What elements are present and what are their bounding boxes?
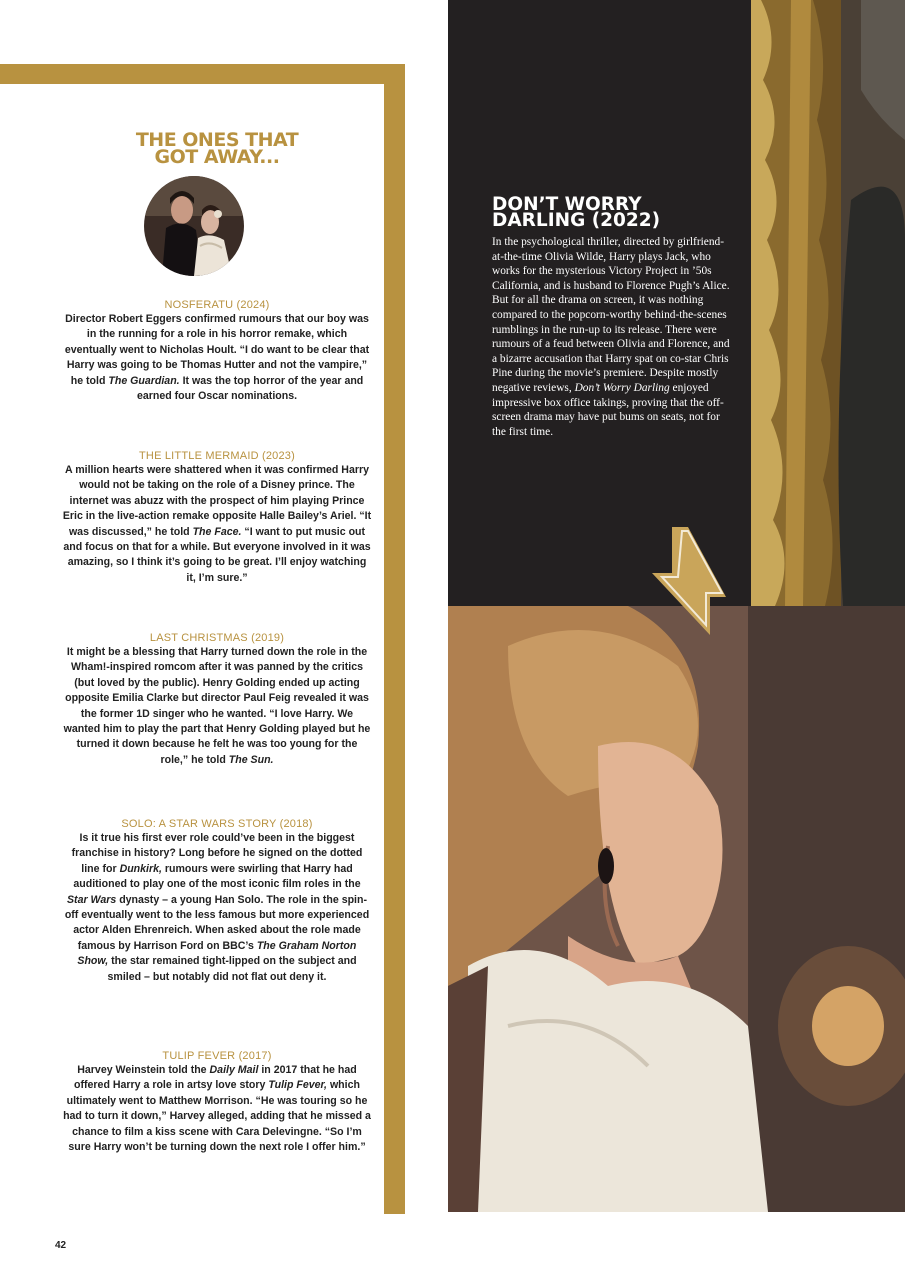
feature-title: [492, 194, 742, 231]
entry-little-mermaid: [62, 450, 372, 586]
feature-title-line1: DON’T WORRY: [492, 194, 642, 215]
entry-body: Director Robert Eggers confirmed rumours that our boy was in the running for a role in his horror remake, which eventually went to Nicholas Hoult. “I do want to be clear that Harry was going to be Thomas Hutter and not the vampire,” he told The Guardian. It was the top horror of the year and earned four Oscar nominations.: [64, 313, 370, 403]
entry-body: Is it true his first ever role could’ve been in the biggest franchise in history? Long before he signed on the dotted line for Dunkirk, rumours were swirling that Harry had auditioned to play one of the most iconic film roles in the Star Wars dynasty – a young Han Solo. The role in the spin-off eventually went to the less famous but more experienced actor Alden Ehrenreich. When asked about the role made famous by Harrison Ford on BBC’s The Graham Norton Show, the star remained tight-lipped on the subject and smiled – but notably did not flat out deny it.: [64, 832, 370, 983]
feature-title-line2: DARLING (2022): [492, 210, 661, 231]
sidebar-title-line2: GOT AWAY...: [154, 146, 280, 168]
entry-heading: SOLO: A STAR WARS STORY (2018): [121, 818, 313, 830]
entry-body: A million hearts were shattered when it was confirmed Harry would not be taking on the role of a Disney prince. The internet was abuzz with the prospect of him playing Prince Eric in the live-action remake opposite Halle Bailey’s Ariel. “It was discussed,” he told The Face. “I want to put music out and focus on that for a while. But everyone involved in it was amazing, so I think it’s going to be great. I’ll enjoy watching it, I’m sure.”: [62, 464, 372, 584]
entry-heading: LAST CHRISTMAS (2019): [149, 632, 285, 644]
sidebar-title-line1: THE ONES THAT: [135, 129, 299, 151]
entry-body: It might be a blessing that Harry turned down the role in the Wham!-inspired romcom after it was panned by the critics (but loved by the public). Henry Golding ended up acting opposite Emilia Clarke but director Paul Feig revealed it was the former 1D singer who he wanted. “I love Harry. We wanted him to play the part that Henry Golding played but he turned it down because he felt he was too young for the role,” he told The Sun.: [63, 646, 371, 766]
sidebar-title: [0, 129, 434, 168]
page-number: 42: [55, 1240, 67, 1251]
ornate-frame-photo: [751, 0, 905, 606]
florence-pugh-photo: [448, 606, 905, 1212]
feature-body: In the psychological thriller, directed by girlfriend-at-the-time Olivia Wilde, Harry plays Jack, who works for the mysterious Victory Project in ’50s California, and is husband to Florence Pugh’s Alice. But for all the drama on screen, it was nothing compared to the popcorn-worthy behind-the-scenes rumblings in the run-up to its release. There were rumours of a feud between Olivia and Florence, and a bizarre accusation that Harry spat on co-star Chris Pine during the movie’s premiere. Despite mostly negative reviews, Don’t Worry Darling enjoyed impressive box office takings, proving that the off-screen drama may have put bums on seats, not for the first time.: [492, 236, 730, 438]
entry-last-christmas: [62, 632, 372, 768]
entry-nosferatu: [62, 299, 372, 404]
lightning-arrow-icon: [648, 525, 730, 641]
entry-heading: THE LITTLE MERMAID (2023): [139, 450, 295, 462]
entry-solo: [62, 818, 372, 985]
nosferatu-portrait-image: [144, 176, 244, 276]
entry-heading: TULIP FEVER (2017): [162, 1050, 272, 1062]
entry-body: Harvey Weinstein told the Daily Mail in 2017 that he had offered Harry a role in artsy love story Tulip Fever, which ultimately went to Matthew Morrison. “He was touring so he had to turn it down,” Harvey alleged, adding that he missed a chance to film a kiss scene with Cara Delevingne. “So I’m sure Harry won’t be turning down the next role I offer him.”: [63, 1064, 371, 1154]
entry-tulip-fever: [62, 1050, 372, 1155]
entry-heading: NOSFERATU (2024): [164, 299, 270, 311]
